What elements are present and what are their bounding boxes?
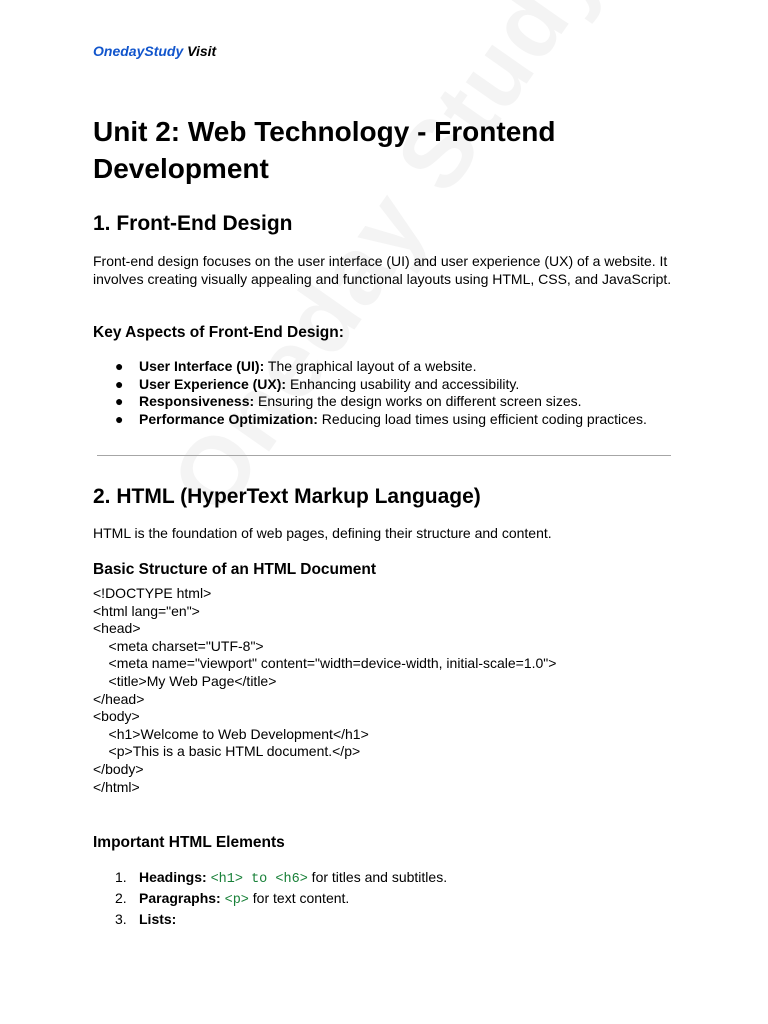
- html-code-block: [93, 585, 556, 796]
- brand-link[interactable]: OnedayStudy: [93, 43, 184, 59]
- bullet-icon: ●: [115, 358, 124, 374]
- element-term: Headings:: [139, 869, 207, 885]
- code-line: <meta name="viewport" content="width=device-width, initial-scale=1.0">: [93, 655, 557, 672]
- list-item: [93, 376, 647, 394]
- code-line: </html>: [93, 778, 140, 795]
- aspect-desc: The graphical layout of a website.: [264, 358, 477, 374]
- list-number: 3.: [115, 911, 127, 927]
- bullet-icon: ●: [115, 411, 124, 428]
- code-line: </body>: [93, 760, 144, 777]
- bullet-icon: ●: [115, 375, 124, 392]
- aspect-term: Performance Optimization:: [139, 411, 318, 428]
- element-desc: for titles and subtitles.: [307, 869, 448, 885]
- inline-code: <p>: [224, 893, 249, 908]
- list-item: [93, 911, 447, 932]
- visit-link[interactable]: Visit: [187, 43, 217, 59]
- list-number: 2.: [115, 890, 127, 906]
- aspect-term: Responsiveness:: [139, 393, 255, 410]
- page-title: Unit 2: Web Technology - Frontend Development: [93, 116, 556, 184]
- code-line: <title>My Web Page</title>: [93, 672, 277, 689]
- code-line: <body>: [93, 708, 140, 725]
- list-item: [93, 393, 647, 411]
- code-line: <p>This is a basic HTML document.</p>: [93, 743, 361, 760]
- list-item: [93, 411, 647, 429]
- code-line: <!DOCTYPE html>: [93, 585, 212, 601]
- horizontal-divider: [97, 455, 671, 456]
- aspect-desc: Ensuring the design works on different screen sizes.: [254, 393, 582, 410]
- code-line: <html lang="en">: [93, 602, 200, 619]
- element-term: Paragraphs:: [139, 890, 221, 906]
- aspect-desc: Enhancing usability and accessibility.: [286, 375, 520, 392]
- front-end-intro: Front-end design focuses on the user interface (UI) and user experience (UX) of a website. It involves creating visually appealing and functional layouts using HTML, CSS, and JavaScript.: [93, 253, 672, 287]
- html-intro: HTML is the foundation of web pages, defining their structure and content.: [93, 525, 552, 541]
- inline-code: <h1> to <h6>: [210, 872, 308, 887]
- aspect-desc: Reducing load times using efficient coding practices.: [317, 411, 647, 428]
- aspect-term: User Interface (UI):: [139, 358, 265, 374]
- element-desc: for text content.: [248, 890, 350, 906]
- aspect-term: User Experience (UX):: [139, 375, 287, 392]
- code-line: <h1>Welcome to Web Development</h1>: [93, 725, 369, 742]
- element-term: Lists:: [139, 911, 177, 927]
- code-line: </head>: [93, 690, 145, 707]
- code-line: <meta charset="UTF-8">: [93, 637, 264, 654]
- key-aspects-heading: Key Aspects of Front-End Design:: [93, 324, 344, 341]
- list-item: [93, 890, 447, 911]
- code-line: <head>: [93, 620, 141, 637]
- section-heading-html: 2. HTML (HyperText Markup Language): [93, 485, 481, 508]
- key-aspects-list: [93, 358, 647, 429]
- basic-structure-heading: Basic Structure of an HTML Document: [93, 561, 377, 578]
- bullet-icon: ●: [115, 393, 124, 410]
- list-item: [93, 358, 647, 376]
- section-heading-front-end-design: 1. Front-End Design: [93, 212, 293, 235]
- list-number: 1.: [115, 869, 127, 885]
- important-elements-heading: Important HTML Elements: [93, 834, 285, 851]
- html-elements-list: [93, 869, 447, 932]
- list-item: [93, 869, 447, 890]
- brand-header: [93, 43, 216, 59]
